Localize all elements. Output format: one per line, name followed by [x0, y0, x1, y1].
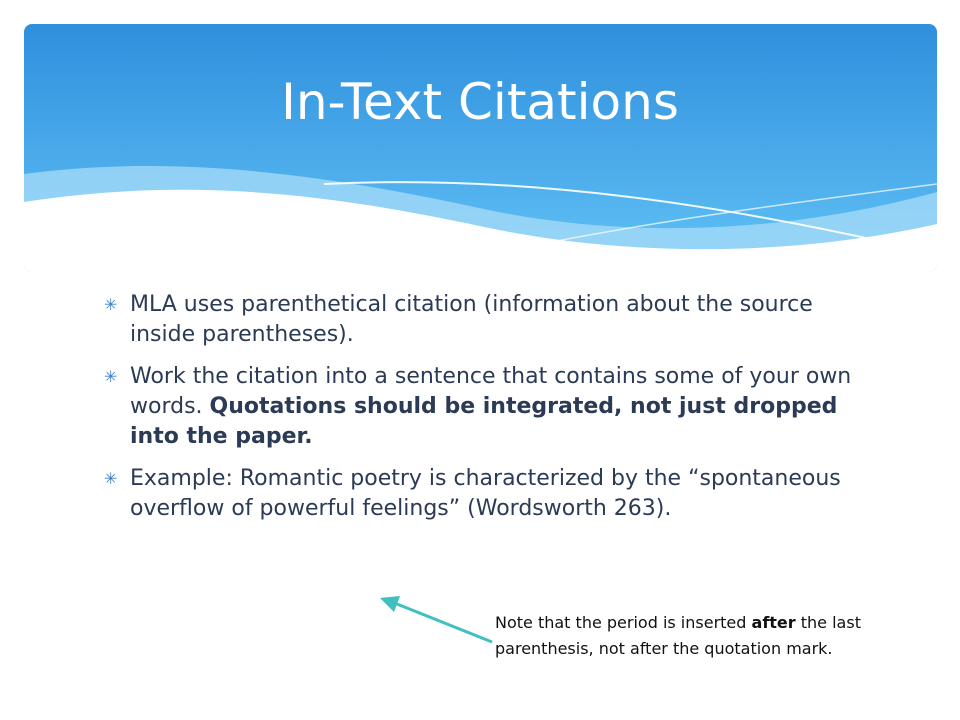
banner-wave-graphic: [24, 24, 937, 272]
bullet-text: Example: Romantic poetry is characterized by the “spontaneous overflow of powerful feelings” (Wordsworth 263).: [130, 466, 841, 521]
note-text-end: the last parenthesis, not after the quotation mark.: [495, 613, 861, 658]
bullet-text: MLA uses parenthetical citation (information about the source inside parentheses).: [130, 292, 813, 347]
bullet-item: [104, 290, 864, 350]
bullet-list: [104, 290, 864, 536]
asterisk-icon: ✳: [104, 469, 118, 488]
callout-arrow-icon: [370, 590, 500, 660]
bullet-text: Work the citation into a sentence that contains some of your own words.: [130, 364, 852, 419]
bullet-item: [104, 464, 864, 524]
bullet-item: [104, 362, 864, 452]
title-banner: [24, 24, 937, 272]
note-bold-text: after: [751, 613, 796, 632]
bullet-bold-text: Quotations should be integrated, not just dropped into the paper.: [130, 394, 838, 449]
callout-note: [495, 610, 915, 662]
asterisk-icon: ✳: [104, 295, 118, 314]
asterisk-icon: ✳: [104, 367, 118, 386]
note-text: Note that the period is inserted: [495, 613, 752, 632]
slide-title: In-Text Citations: [281, 73, 679, 131]
